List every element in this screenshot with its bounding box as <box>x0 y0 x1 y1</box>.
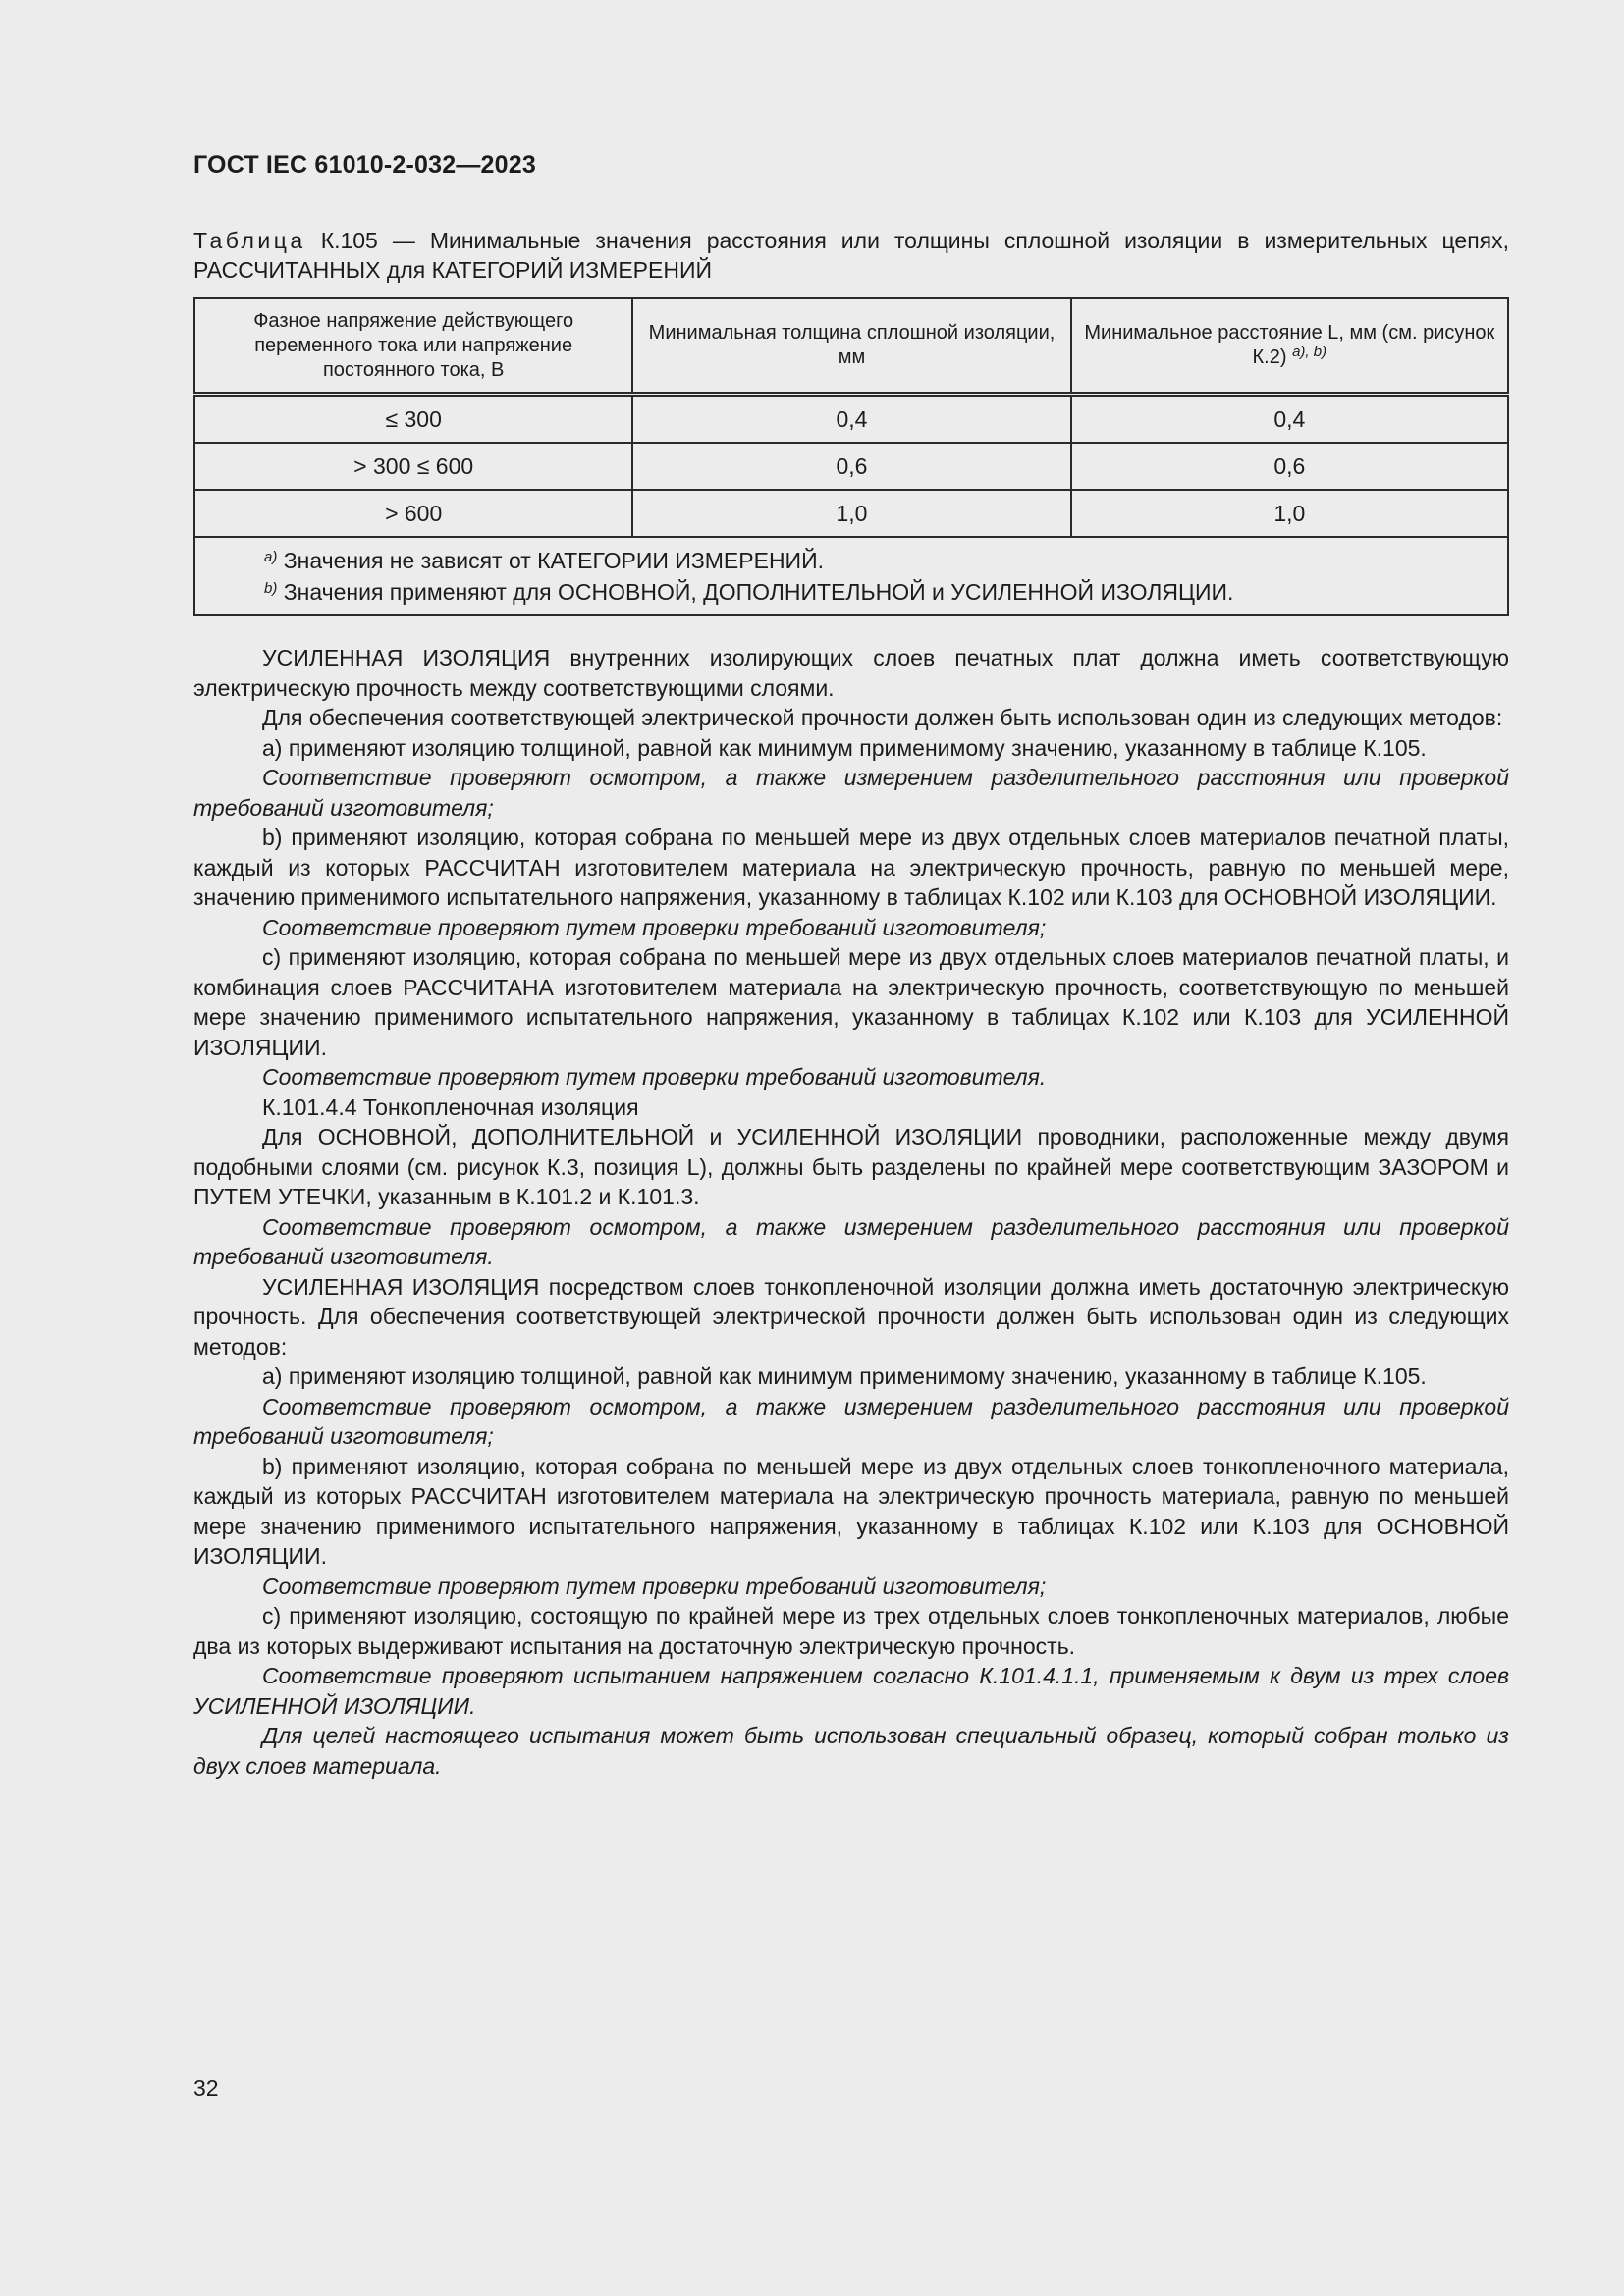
paragraph: Соответствие проверяют путем проверки требований изготовителя; <box>262 1573 1047 1599</box>
paragraph: К.101.4.4 Тонкопленочная изоляция <box>262 1094 639 1120</box>
paragraph: b) применяют изоляцию, которая собрана по меньшей мере из двух отдельных слоев тонкопленочного материала, каждый из которых РАССЧИТАН изготовителем материала на электрическую прочность материала, равную по меньшей мере значению применимого испытательного напряжения, указанному в таблицах К.102 или К.103 для ОСНОВНОЙ ИЗОЛЯЦИИ. <box>193 1453 1509 1569</box>
document-header: ГОСТ IEC 61010-2-032—2023 <box>193 151 536 179</box>
paragraph: a) применяют изоляцию толщиной, равной как минимум применимому значению, указанному в таблице К.105. <box>262 1363 1427 1389</box>
footnote-mark: b) <box>264 580 278 597</box>
paragraph: Соответствие проверяют осмотром, а также измерением разделительного расстояния или проверкой требований изготовителя; <box>193 765 1509 821</box>
table-row <box>194 443 1508 490</box>
table-cell: 1,0 <box>1071 490 1508 537</box>
paragraph: Соответствие проверяют осмотром, а также измерением разделительного расстояния или проверкой требований изготовителя. <box>193 1213 1509 1269</box>
paragraph: Для обеспечения соответствующей электрической прочности должен быть использован один из следующих методов: <box>262 705 1503 730</box>
table-caption <box>193 226 1509 285</box>
paragraph: Соответствие проверяют испытанием напряжением согласно К.101.4.1.1, применяемым к двум из трех слоев УСИЛЕННОЙ ИЗОЛЯЦИИ. <box>193 1663 1509 1719</box>
table-cell: 0,4 <box>632 395 1070 444</box>
paragraph: Соответствие проверяют путем проверки требований изготовителя; <box>262 914 1047 940</box>
paragraph: a) применяют изоляцию толщиной, равной как минимум применимому значению, указанному в таблице К.105. <box>262 734 1427 761</box>
table-caption-label: Таблица <box>193 228 306 253</box>
page-number: 32 <box>193 2075 219 2101</box>
table-cell: 0,6 <box>1071 443 1508 490</box>
paragraph: c) применяют изоляцию, состоящую по крайней мере из трех отдельных слоев тонкопленочных материалов, любые два из которых выдерживают испытания на достаточную электрическую прочность. <box>193 1603 1509 1659</box>
paragraph: Соответствие проверяют путем проверки требований изготовителя. <box>262 1064 1047 1090</box>
table-header-row <box>194 298 1508 395</box>
table-row <box>194 490 1508 537</box>
paragraph: УСИЛЕННАЯ ИЗОЛЯЦИЯ посредством слоев тонкопленочной изоляции должна иметь достаточную электрическую прочность. Для обеспечения соответствующей электрической прочности должен быть использован один из следующих методов: <box>193 1273 1509 1360</box>
paragraph: Соответствие проверяют осмотром, а также измерением разделительного расстояния или проверкой требований изготовителя; <box>193 1393 1509 1449</box>
table-cell: > 600 <box>194 490 632 537</box>
table-cell: 0,6 <box>632 443 1070 490</box>
table-footnotes <box>194 537 1508 615</box>
table-header-distance-text: Минимальное расстояние L, мм (см. рисунок К.2) <box>1084 322 1495 368</box>
paragraph: b) применяют изоляцию, которая собрана по меньшей мере из двух отдельных слоев материалов печатной платы, каждый из которых РАССЧИТАН изготовителем материала на электрическую прочность, равную по меньшей мере, значению применимого испытательного напряжения, указанному в таблицах К.102 или К.103 для ОСНОВНОЙ ИЗОЛЯЦИИ. <box>193 825 1509 910</box>
footnote-text: Значения не зависят от КАТЕГОРИИ ИЗМЕРЕНИЙ. <box>283 548 825 573</box>
footnote-mark: a) <box>264 549 278 565</box>
table-header-distance <box>1071 298 1508 395</box>
table-header-voltage: Фазное напряжение действующего переменного тока или напряжение постоянного тока, В <box>194 298 632 395</box>
table-cell: 0,4 <box>1071 395 1508 444</box>
paragraph: Для ОСНОВНОЙ, ДОПОЛНИТЕЛЬНОЙ и УСИЛЕННОЙ ИЗОЛЯЦИИ проводники, расположенные между двумя подобными слоями (см. рисунок К.3, позиция L), должны быть разделены по крайней мере соответствующим ЗАЗОРОМ и ПУТЕМ УТЕЧКИ, указанным в К.101.2 и К.101.3. <box>193 1124 1509 1209</box>
insulation-table <box>193 297 1509 616</box>
table-header-distance-footnote-mark: a), b) <box>1292 344 1327 360</box>
paragraph: УСИЛЕННАЯ ИЗОЛЯЦИЯ внутренних изолирующих слоев печатных плат должна иметь соответствующую электрическую прочность между соответствующими слоями. <box>193 645 1509 701</box>
footnote-text: Значения применяют для ОСНОВНОЙ, ДОПОЛНИТЕЛЬНОЙ и УСИЛЕННОЙ ИЗОЛЯЦИИ. <box>283 579 1234 605</box>
table-caption-text: К.105 — Минимальные значения расстояния или толщины сплошной изоляции в измерительных цепях, РАССЧИТАННЫХ для КАТЕГОРИЙ ИЗМЕРЕНИЙ <box>193 228 1510 283</box>
table-cell: > 300 ≤ 600 <box>194 443 632 490</box>
paragraph: Для целей настоящего испытания может быть использован специальный образец, который собран только из двух слоев материала. <box>193 1723 1509 1779</box>
paragraph: c) применяют изоляцию, которая собрана по меньшей мере из двух отдельных слоев материалов печатной платы, и комбинация слоев РАССЧИТАНА изготовителем материала на электрическую прочность, соответствующую по меньшей мере значению применимого испытательного напряжения, указанному в таблицах К.102 или К.103 для УСИЛЕННОЙ ИЗОЛЯЦИИ. <box>193 944 1509 1060</box>
table-cell: ≤ 300 <box>194 395 632 444</box>
body-text <box>193 643 1509 1781</box>
table-row <box>194 395 1508 444</box>
table-header-thickness: Минимальная толщина сплошной изоляции, мм <box>632 298 1070 395</box>
table-footnotes-row <box>194 537 1508 615</box>
table-footnote <box>264 576 1507 608</box>
table-cell: 1,0 <box>632 490 1070 537</box>
table-footnote <box>264 545 1507 576</box>
